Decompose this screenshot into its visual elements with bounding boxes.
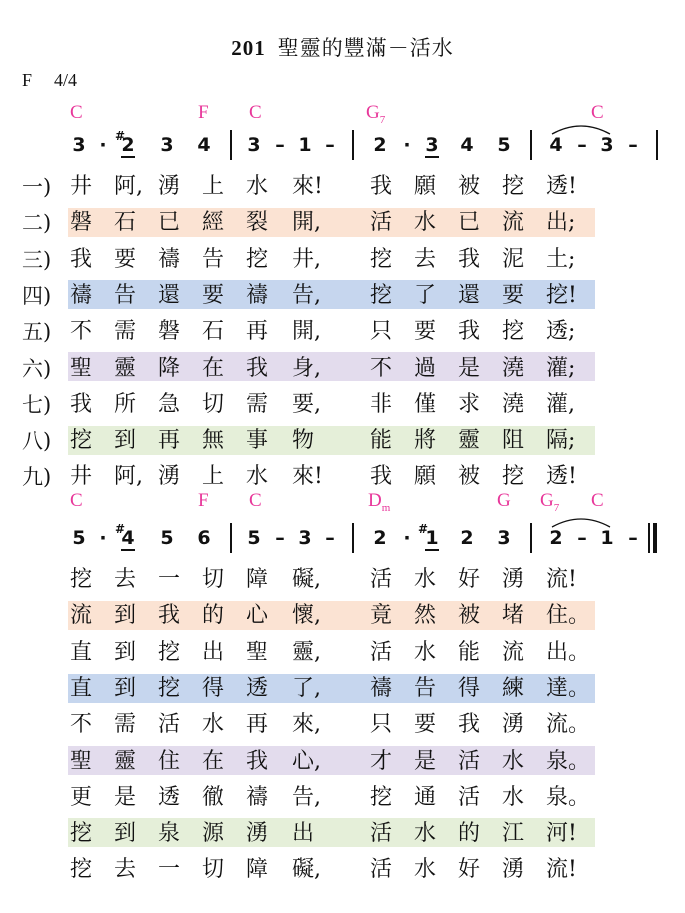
lyric-char: 出 [202, 639, 225, 665]
lyric-char: 礙, [292, 567, 321, 592]
lyric-char: 挖 [246, 246, 269, 272]
lyric-char: 流! [546, 857, 577, 883]
lyric-char: 聖 [70, 748, 93, 774]
lyric-char: 告 [114, 282, 137, 308]
note: 5 [497, 134, 511, 156]
lyric-char: 湧 [158, 464, 181, 490]
lyric-char: 挖 [370, 246, 393, 272]
lyric-char: 阿, [114, 174, 143, 199]
note: 3 [72, 134, 86, 156]
lyric-char: 灌, [546, 391, 575, 417]
verse-label: 八) [22, 429, 52, 454]
note: 4 [121, 527, 135, 549]
lyric-char: 切 [202, 567, 225, 592]
hymn-number: 201 [231, 36, 266, 60]
lyric-char: 流! [546, 567, 577, 592]
note: 3 [600, 134, 614, 156]
note: 5 [247, 527, 261, 549]
lyric-char: 水 [202, 712, 225, 738]
lyric-char: 阿, [114, 464, 143, 490]
lyric-char: 泉。 [546, 748, 591, 774]
bar-line [230, 523, 232, 553]
lyric-char: 能 [370, 428, 393, 454]
lyric-char: 求 [458, 391, 481, 417]
lyric-char: 我 [158, 603, 181, 629]
lyric-char: 是 [114, 784, 137, 810]
lyric-char: 切 [202, 857, 225, 883]
lyric-char: 不 [70, 712, 93, 738]
lyric-char: 好 [458, 567, 481, 592]
verse-line-3 [70, 246, 610, 274]
lyric-char: 好 [458, 857, 481, 883]
lyric-char: 能 [458, 639, 481, 665]
lyric-char: 去 [114, 857, 137, 883]
lyric-char: 磐 [70, 210, 93, 236]
lyric-char: 的 [458, 821, 481, 847]
verse-line-7 [70, 391, 610, 419]
lyric-char: 挖 [70, 567, 93, 592]
lyric-char: 將 [414, 428, 437, 454]
lyric-char: 阻 [502, 428, 525, 454]
lyric-char: 挖 [370, 784, 393, 810]
chord-5: C [591, 102, 604, 123]
lyric-char: 僅 [414, 391, 437, 417]
note: 3 [425, 134, 439, 156]
lyric-char: 急 [158, 391, 181, 417]
lyric-char: 活 [370, 567, 393, 592]
note-dash: – [275, 527, 285, 549]
note: 2 [121, 134, 135, 156]
lyric-char: 願 [414, 464, 437, 490]
lyric-char: 挖 [70, 821, 93, 847]
key-label: F [22, 70, 33, 90]
note: 1 [298, 134, 312, 156]
lyric-char: 是 [458, 355, 481, 381]
chord-1: C [70, 102, 83, 123]
lyric-char: 住 [158, 748, 181, 774]
lyric-char: 禱 [158, 246, 181, 272]
lyric-char: 再 [246, 712, 269, 738]
lyric-char: 流 [502, 210, 525, 236]
bar-line [530, 523, 532, 553]
lyric-char: 湧 [158, 174, 181, 199]
lyric-char: 磐 [158, 319, 181, 345]
lyric-char: 出; [546, 210, 576, 236]
bar-line [530, 130, 532, 160]
note-dot: · [403, 134, 411, 156]
lyric-char: 開, [292, 319, 321, 345]
lyric-char: 水 [414, 821, 437, 847]
lyric-char: 堵 [502, 603, 525, 629]
lyric-char: 聖 [70, 355, 93, 381]
lyric-char: 挖 [502, 319, 525, 345]
lyric-char: 挖 [158, 675, 181, 701]
lyric-char: 水 [414, 857, 437, 883]
lyric-char: 才 [370, 748, 393, 774]
lyric-char: 流。 [546, 712, 591, 738]
lyric-char: 靈, [292, 639, 321, 665]
note: 5 [72, 527, 86, 549]
lyric-char: 了, [292, 675, 321, 701]
lyric-char: 需 [114, 319, 137, 345]
chord-4: $G_7$ [366, 102, 386, 126]
note-dot: · [99, 134, 107, 156]
lyric-char: 裂 [246, 210, 269, 236]
lyric-char: 更 [70, 784, 93, 810]
lyric-char: 我 [70, 391, 93, 417]
lyric-char: 挖 [370, 282, 393, 308]
lyric-char: 湧 [246, 821, 269, 847]
lyric-char: 澆 [502, 391, 525, 417]
lyric-char: 身, [292, 355, 321, 381]
lyric-char: 出 [292, 821, 315, 847]
lyric-char: 水 [246, 464, 269, 490]
lyric-char: 需 [246, 391, 269, 417]
lyric-char: 泥 [502, 246, 525, 272]
lyric-char: 挖 [502, 174, 525, 199]
note: 1 [425, 527, 439, 549]
lyric-char: 過 [414, 355, 437, 381]
lyric-char: 河! [546, 821, 577, 847]
verse2-line-7 [70, 784, 610, 812]
lyric-char: 開, [292, 210, 321, 236]
lyric-char: 要 [414, 712, 437, 738]
note: 5 [160, 527, 174, 549]
lyric-char: 達。 [546, 675, 591, 701]
lyric-char: 井 [70, 464, 93, 490]
lyric-char: 通 [414, 784, 437, 810]
note: 2 [460, 527, 474, 549]
key-signature [22, 70, 99, 91]
lyric-char: 灌; [546, 355, 576, 381]
chord-2: F [198, 102, 209, 123]
lyric-char: 靈 [458, 428, 481, 454]
lyric-char: 挖! [546, 282, 577, 308]
lyric-char: 我 [370, 174, 393, 199]
bar-line [352, 130, 354, 160]
lyric-char: 井, [292, 246, 321, 272]
lyric-char: 到 [114, 428, 137, 454]
lyric-char: 得 [458, 675, 481, 701]
lyric-char: 井 [70, 174, 93, 199]
lyric-char: 物 [292, 428, 315, 454]
lyric-char: 我 [458, 246, 481, 272]
lyric-char: 練 [502, 675, 525, 701]
lyric-char: 得 [202, 675, 225, 701]
sharp-sign: # [115, 129, 126, 143]
lyric-char: 降 [158, 355, 181, 381]
lyric-char: 上 [202, 464, 225, 490]
lyric-char: 來, [292, 712, 321, 738]
bar-line [352, 523, 354, 553]
lyric-char: 我 [458, 712, 481, 738]
lyric-char: 竟 [370, 603, 393, 629]
lyric-char: 不 [370, 355, 393, 381]
page-title [0, 32, 685, 62]
verse2-line-3 [70, 639, 610, 667]
lyric-char: 水 [502, 748, 525, 774]
lyric-char: 到 [114, 603, 137, 629]
lyric-char: 經 [202, 210, 225, 236]
note-dash: – [628, 134, 638, 156]
lyric-char: 徹 [202, 784, 225, 810]
verse2-line-9 [70, 856, 610, 884]
lyric-char: 告 [202, 246, 225, 272]
lyric-char: 水 [502, 784, 525, 810]
lyric-char: 來! [292, 174, 323, 199]
lyric-char: 直 [70, 675, 93, 701]
note: 2 [373, 134, 387, 156]
verse-line-5 [70, 318, 610, 346]
lyric-char: 被 [458, 603, 481, 629]
lyric-char: 一 [158, 857, 181, 883]
lyric-char: 活 [458, 784, 481, 810]
lyric-char: 住。 [546, 603, 591, 629]
lyric-char: 挖 [502, 464, 525, 490]
chord-1: C [70, 490, 83, 511]
chord-3: C [249, 490, 262, 511]
lyric-char: 流 [70, 603, 93, 629]
time-signature: 4/4 [54, 70, 78, 90]
note: 2 [549, 527, 563, 549]
lyric-char: 要 [502, 282, 525, 308]
lyric-char: 只 [370, 712, 393, 738]
lyric-char: 水 [414, 639, 437, 665]
lyric-char: 告, [292, 282, 321, 308]
lyric-char: 到 [114, 821, 137, 847]
lyric-char: 的 [202, 603, 225, 629]
verse-label: 五) [22, 320, 52, 345]
lyric-char: 所 [114, 391, 137, 417]
verse2-line-5 [70, 711, 610, 739]
lyric-char: 禱 [70, 282, 93, 308]
verse-line-8 [70, 427, 610, 455]
final-bar-thin [648, 523, 650, 553]
lyric-char: 石 [114, 210, 137, 236]
lyric-char: 挖 [70, 857, 93, 883]
lyric-char: 澆 [502, 355, 525, 381]
lyric-char: 被 [458, 464, 481, 490]
lyric-char: 要 [202, 282, 225, 308]
lyric-char: 在 [202, 748, 225, 774]
lyric-char: 活 [370, 210, 393, 236]
lyric-char: 透! [546, 464, 577, 490]
lyric-char: 土; [546, 246, 576, 272]
lyric-char: 無 [202, 428, 225, 454]
lyric-char: 只 [370, 319, 393, 345]
hymn-title: 聖靈的豐滿－活水 [277, 36, 454, 60]
lyric-char: 我 [246, 355, 269, 381]
lyric-char: 心, [292, 748, 321, 774]
verse-line-4 [70, 282, 610, 310]
final-bar-thick [653, 523, 657, 553]
verse-label: 三) [22, 247, 52, 272]
lyric-char: 再 [158, 428, 181, 454]
verse-line-1 [70, 173, 610, 201]
note: 3 [160, 134, 174, 156]
lyric-char: 活 [370, 821, 393, 847]
sharp-sign: # [115, 522, 126, 536]
lyric-char: 要, [292, 391, 321, 417]
lyric-char: 禱 [246, 784, 269, 810]
lyric-char: 挖 [70, 428, 93, 454]
verse-label: 七) [22, 392, 52, 417]
lyric-char: 湧 [502, 712, 525, 738]
lyric-char: 禱 [246, 282, 269, 308]
lyric-char: 不 [70, 319, 93, 345]
lyric-char: 湧 [502, 567, 525, 592]
verse-label: 四) [22, 283, 52, 308]
verse-line-2 [70, 209, 610, 237]
note: 3 [497, 527, 511, 549]
lyric-char: 隔; [546, 428, 576, 454]
lyric-char: 湧 [502, 857, 525, 883]
verse-label: 九) [22, 465, 52, 490]
notation-line-1 [0, 129, 685, 164]
chord-6: $G_7$ [540, 490, 560, 514]
lyric-char: 事 [246, 428, 269, 454]
lyric-char: 透! [546, 174, 577, 199]
lyric-char: 還 [158, 282, 181, 308]
lyric-char: 去 [114, 567, 137, 592]
tie-arc [550, 515, 612, 529]
sharp-sign: # [418, 522, 429, 536]
lyric-char: 透 [246, 675, 269, 701]
note: 6 [197, 527, 211, 549]
lyric-char: 直 [70, 639, 93, 665]
lyric-char: 源 [202, 821, 225, 847]
note-dash: – [577, 527, 587, 549]
note: 4 [549, 134, 563, 156]
lyric-char: 是 [414, 748, 437, 774]
lyric-char: 障 [246, 567, 269, 592]
lyric-char: 懷, [292, 603, 321, 629]
lyric-char: 告, [292, 784, 321, 810]
note-dash: – [325, 134, 335, 156]
lyric-char: 已 [158, 210, 181, 236]
lyric-char: 已 [458, 210, 481, 236]
lyric-char: 透 [158, 784, 181, 810]
lyric-char: 礙, [292, 857, 321, 883]
lyric-char: 非 [370, 391, 393, 417]
lyric-char: 我 [246, 748, 269, 774]
lyric-char: 透; [546, 319, 576, 345]
lyric-char: 然 [414, 603, 437, 629]
lyric-char: 到 [114, 639, 137, 665]
note: 1 [600, 527, 614, 549]
bar-line [230, 130, 232, 160]
lyric-char: 切 [202, 391, 225, 417]
lyric-char: 流 [502, 639, 525, 665]
lyric-char: 水 [414, 567, 437, 592]
chord-4: $D_m$ [368, 490, 391, 514]
note: 4 [460, 134, 474, 156]
verse2-line-6 [70, 748, 610, 776]
lyric-char: 活 [458, 748, 481, 774]
lyric-char: 我 [458, 319, 481, 345]
verse-label: 一) [22, 175, 52, 199]
tie-arc [550, 122, 612, 136]
bar-line [656, 130, 658, 160]
lyric-char: 靈 [114, 748, 137, 774]
verse2-line-2 [70, 602, 610, 630]
lyric-char: 要 [414, 319, 437, 345]
chord-5: G [497, 490, 511, 511]
verse2-line-8 [70, 820, 610, 848]
chord-3: C [249, 102, 262, 123]
notation-line-2 [0, 522, 685, 557]
lyric-char: 還 [458, 282, 481, 308]
lyric-char: 禱 [370, 675, 393, 701]
lyric-char: 來! [292, 464, 323, 490]
verse-label: 二) [22, 211, 52, 236]
verse-line-6 [70, 355, 610, 383]
note: 3 [298, 527, 312, 549]
lyric-char: 江 [502, 821, 525, 847]
lyric-char: 要 [114, 246, 137, 272]
lyric-char: 活 [158, 712, 181, 738]
lyric-char: 了 [414, 282, 437, 308]
verse-label: 六) [22, 356, 52, 381]
lyric-char: 上 [202, 174, 225, 199]
note-dot: · [403, 527, 411, 549]
lyric-char: 水 [414, 210, 437, 236]
lyric-char: 到 [114, 675, 137, 701]
lyric-char: 告 [414, 675, 437, 701]
lyric-char: 一 [158, 567, 181, 592]
note: 4 [197, 134, 211, 156]
note-dash: – [628, 527, 638, 549]
lyric-char: 再 [246, 319, 269, 345]
note-dash: – [577, 134, 587, 156]
lyric-char: 我 [370, 464, 393, 490]
lyric-char: 挖 [158, 639, 181, 665]
chord-7: C [591, 490, 604, 511]
verse2-line-4 [70, 675, 610, 703]
chord-2: F [198, 490, 209, 511]
lyric-char: 活 [370, 857, 393, 883]
lyric-char: 被 [458, 174, 481, 199]
note: 2 [373, 527, 387, 549]
lyric-char: 靈 [114, 355, 137, 381]
lyric-char: 活 [370, 639, 393, 665]
lyric-char: 在 [202, 355, 225, 381]
note-dash: – [275, 134, 285, 156]
lyric-char: 我 [70, 246, 93, 272]
lyric-char: 需 [114, 712, 137, 738]
note-dash: – [325, 527, 335, 549]
lyric-char: 去 [414, 246, 437, 272]
verse-line-9 [70, 463, 610, 491]
lyric-char: 石 [202, 319, 225, 345]
lyric-char: 心 [246, 603, 269, 629]
note: 3 [247, 134, 261, 156]
lyric-char: 泉 [158, 821, 181, 847]
lyric-char: 願 [414, 174, 437, 199]
lyric-char: 水 [246, 174, 269, 199]
verse2-line-1 [70, 566, 610, 594]
lyric-char: 出。 [546, 639, 591, 665]
lyric-char: 聖 [246, 639, 269, 665]
lyric-char: 障 [246, 857, 269, 883]
note-dot: · [99, 527, 107, 549]
lyric-char: 泉。 [546, 784, 591, 810]
